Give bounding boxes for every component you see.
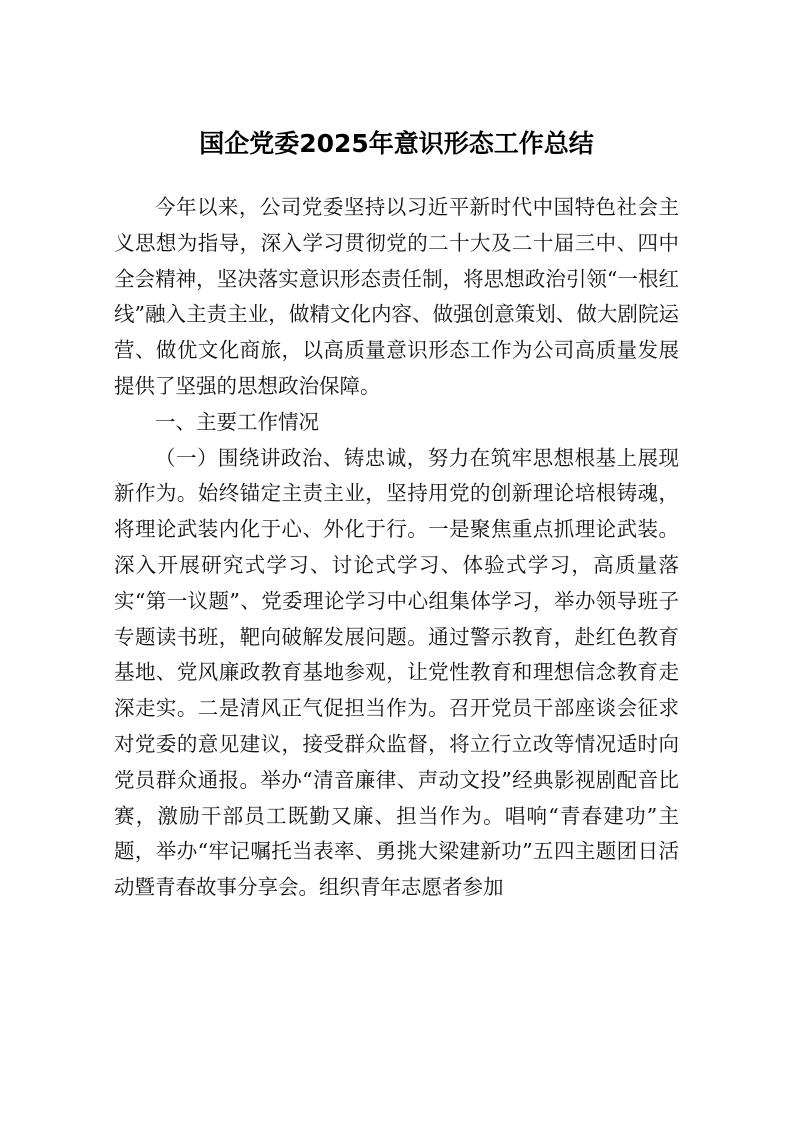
section-heading: 一、主要工作情况 <box>155 409 319 434</box>
document-title: 国企党委2025年意识形态工作总结 <box>199 129 594 158</box>
document-body <box>114 190 679 906</box>
subsection-paragraph: （一）围绕讲政治、铸忠诚，努力在筑牢思想根基上展现新作为。始终锚定主责主业，坚持用党的创新理论培根铸魂，将理论武装内化于心、外化于行。一是聚焦重点抓理论武装。深入开展研究式学习、讨论式学习、体验式学习，高质量落实“第一议题”、党委理论学习中心组集体学习，举办领导班子专题读书班，靶向破解发展问题。通过警示教育，赴红色教育基地、党风廉政教育基地参观，让党性教育和理想信念教育走深走实。二是清风正气促担当作为。召开党员干部座谈会征求对党委的意见建议，接受群众监督，将立行立改等情况适时向党员群众通报。举办“清音廉律、声动文投”经典影视剧配音比赛，激励干部员工既勤又廉、担当作为。唱响“青春建功”主题，举办“牢记嘱托当表率、勇挑大梁建新功”五四主题团日活动暨青春故事分享会。组织青年志愿者参加 <box>114 445 679 900</box>
intro-paragraph: 今年以来，公司党委坚持以习近平新时代中国特色社会主义思想为指导，深入学习贯彻党的二十大及二十届三中、四中全会精神，坚决落实意识形态责任制，将思想政治引领“一根红线”融入主责主业，做精文化内容、做强创意策划、做大剧院运营、做优文化商旅，以高质量意识形态工作为公司高质量发展提供了坚强的思想政治保障。 <box>114 195 679 398</box>
